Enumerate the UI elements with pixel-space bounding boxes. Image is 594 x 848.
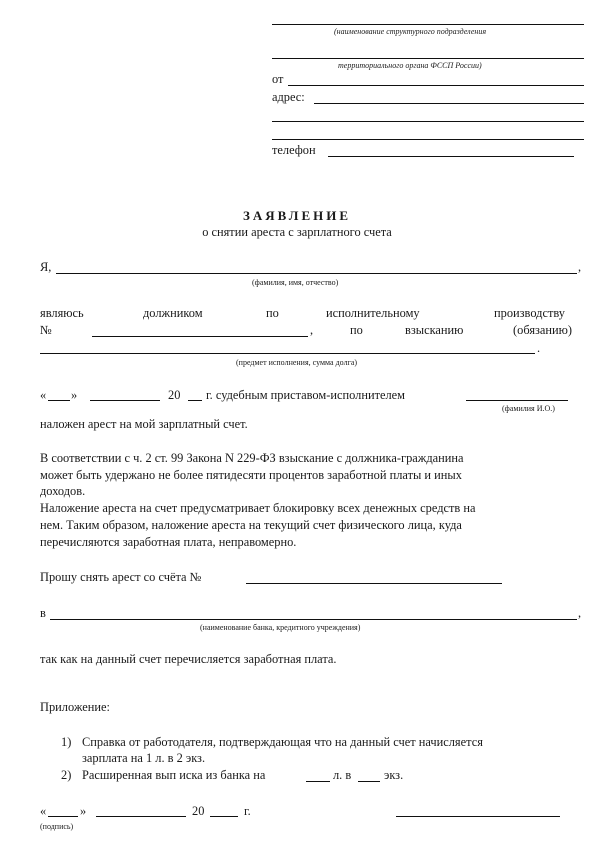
debt-subject-line[interactable] (40, 353, 535, 354)
arrest-line: наложен арест на мой зарплатный счет. (40, 417, 248, 431)
dept-caption: (наименование структурного подразделения (334, 27, 487, 36)
bank-prefix: в (40, 606, 46, 620)
date-month-line[interactable] (90, 400, 160, 401)
attachment-2-text: Расширенная вып иска из банка на (82, 768, 266, 782)
body-p1-l1: В соответствии с ч. 2 ст. 99 Закона N 229-ФЗ взыскание с должника-гражданина (40, 451, 464, 465)
debtor-word-1: являюсь (40, 306, 84, 320)
account-number-line[interactable] (246, 583, 502, 584)
address-line-2[interactable] (272, 121, 584, 122)
org-line[interactable] (272, 58, 584, 59)
attachment-2-end: экз. (384, 768, 404, 782)
case-po: по (350, 323, 363, 337)
attachment-1-line-2: зарплата на 1 л. в 2 экз. (82, 751, 206, 765)
phone-line[interactable] (328, 156, 574, 157)
attachment-2-number: 2) (61, 768, 72, 782)
attachment-1-line-1: Справка от работодателя, подтверждающая что на данный счет начисляется (82, 735, 483, 749)
bank-caption: (наименование банка, кредитного учреждения) (200, 623, 361, 632)
phone-label: телефон (272, 143, 316, 157)
attachments-label: Приложение: (40, 700, 110, 714)
date-quote-close: » (71, 388, 78, 402)
body-p2-l3: перечисляются заработная плата, неправомерно. (40, 535, 297, 549)
bailiff-name-line[interactable] (466, 400, 568, 401)
case-vzysk: взысканию (405, 323, 464, 337)
signature-caption: (подпись) (40, 822, 74, 831)
body-p1-l3: доходов. (40, 484, 86, 498)
from-label: от (272, 72, 284, 86)
request-text: Прошу снять арест со счёта № (40, 570, 202, 584)
address-line-3[interactable] (272, 139, 584, 140)
org-caption: территориального органа ФССП России) (338, 61, 482, 70)
case-obyaz: (обязанию) (513, 323, 573, 337)
applicant-name-line[interactable] (56, 273, 577, 274)
date-day-line[interactable] (48, 400, 70, 401)
attachment-2-l: л. в (333, 768, 352, 782)
request-reason: так как на данный счет перечисляется заработная плата. (40, 652, 337, 666)
dept-line[interactable] (272, 24, 584, 25)
date-line-text: г. судебным приставом-исполнителем (206, 388, 406, 402)
body-p2-l1: Наложение ареста на счет предусматривает блокировку всех денежных средств на (40, 501, 476, 515)
applicant-suffix: , (578, 260, 582, 274)
body-p1-l2: может быть удержано не более пятидесяти процентов заработной платы и иных (40, 468, 462, 482)
case-number-label: № (40, 323, 52, 337)
footer-quote-open: « (40, 804, 47, 818)
address-label: адрес: (272, 90, 305, 104)
attachment-2-copies-line[interactable] (358, 781, 380, 782)
debt-caption: (предмет исполнения, сумма долга) (236, 358, 358, 367)
debt-end-dot: . (537, 341, 541, 355)
footer-quote-close: » (80, 804, 87, 818)
body-p2-l2: нем. Таким образом, наложение ареста на текущий счет физического лица, куда (40, 518, 462, 532)
case-comma: , (310, 323, 314, 337)
footer-year-suffix: г. (244, 804, 251, 818)
bank-suffix: , (578, 606, 582, 620)
address-line-1[interactable] (314, 103, 584, 104)
footer-day-line[interactable] (48, 816, 78, 817)
date-quote-open: « (40, 388, 47, 402)
footer-year-prefix: 20 (192, 804, 205, 818)
attachment-2-sheets-line[interactable] (306, 781, 330, 782)
footer-year-line[interactable] (210, 816, 238, 817)
date-year-prefix: 20 (168, 388, 181, 402)
signature-line[interactable] (396, 816, 560, 817)
debtor-word-5: производству (494, 306, 565, 320)
debtor-word-2: должником (143, 306, 203, 320)
document-title: ЗАЯВЛЕНИЕ (242, 208, 352, 223)
case-number-line[interactable] (92, 336, 308, 337)
document-subtitle: о снятии ареста с зарплатного счета (202, 225, 392, 239)
debtor-word-4: исполнительному (326, 306, 420, 320)
bailiff-caption: (фамилия И.О.) (502, 404, 555, 413)
from-line[interactable] (288, 85, 584, 86)
attachment-1-number: 1) (61, 735, 72, 749)
bank-name-line[interactable] (50, 619, 577, 620)
date-year-line[interactable] (188, 400, 202, 401)
applicant-prefix: Я, (40, 260, 52, 274)
applicant-caption: (фамилия, имя, отчество) (252, 278, 339, 287)
debtor-word-3: по (266, 306, 279, 320)
footer-month-line[interactable] (96, 816, 186, 817)
